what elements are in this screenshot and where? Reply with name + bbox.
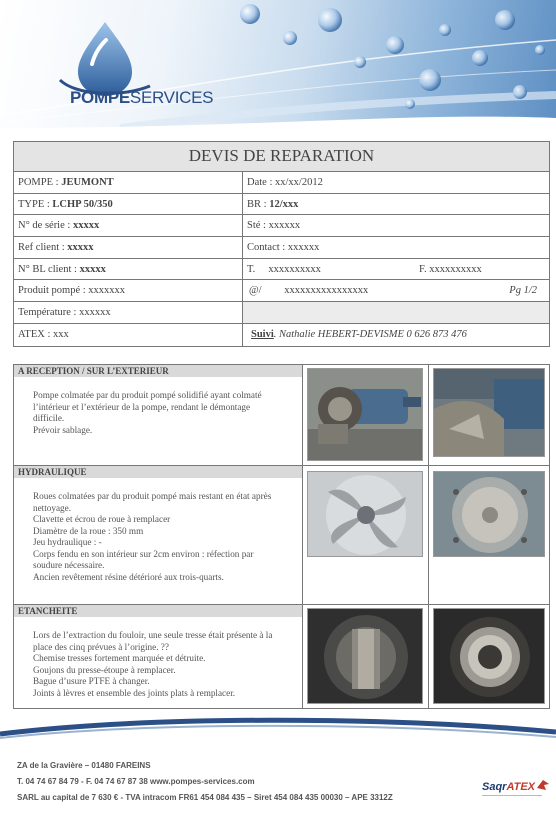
- product-cell: Produit pompé : xxxxxxx: [14, 280, 243, 301]
- email-label: @/: [249, 285, 262, 297]
- email-cell: [243, 280, 549, 301]
- empty-cell: [243, 302, 549, 323]
- pump-casing-photo: [433, 471, 545, 557]
- footer-swoosh: [0, 712, 556, 752]
- section-body: Lors de l’extraction du fouloir, une seule tresse était présente à la place des cinq prévues à l’origine. ?? Chemise tresses fortement marquée et détruite. Goujons du presse-étoupe à remplacer. Bague d’usure PTFE à changer. Joints à lèvres et ensemble des joints plats à remplacer.: [33, 630, 273, 698]
- section-etancheite: [14, 605, 549, 708]
- shaft-sleeve-photo: [307, 608, 423, 704]
- logo-drop-icon: [60, 22, 150, 96]
- info-row-bl: [14, 259, 549, 281]
- saqr-atex-logo: SaqrATEX: [478, 776, 550, 806]
- info-row-pump: [14, 172, 549, 194]
- water-splash-graphic: [0, 0, 556, 128]
- info-row-product: [14, 280, 549, 302]
- pump-exterior-photo-2: [433, 368, 545, 457]
- footer-address: ZA de la Gravière – 01480 FAREINS: [17, 761, 151, 770]
- atex-cell: ATEX : xxx: [14, 324, 243, 346]
- followup-cell: Suivi. Nathalie HEBERT-DEVISME 0 626 873 476: [251, 328, 467, 340]
- section-heading: HYDRAULIQUE: [14, 466, 302, 478]
- gland-photo: [433, 608, 545, 704]
- fax-value: F. xxxxxxxxxx: [419, 263, 482, 275]
- company-cell: Sté : xxxxxx: [247, 220, 301, 232]
- serial-cell: N° de série : xxxxx: [14, 215, 243, 236]
- pump-cell: POMPE : JEUMONT: [14, 172, 243, 193]
- section-body: Roues colmatées par du produit pompé mais restant en état après nettoyage. Clavette et écrou de roue à remplacer Diamètre de la roue : 350 mm Jeu hydraulique : - Corps fendu en son intérieur sur 2cm environ : réfection par soudure nécessaire. Ancien revêtement résine détérioré aux trois-quarts.: [33, 491, 272, 582]
- quote-info-table: [13, 141, 550, 347]
- ref-client-cell: Ref client : xxxxx: [14, 237, 243, 258]
- header-banner: [0, 0, 556, 128]
- temperature-cell: Température : xxxxxx: [14, 302, 243, 323]
- info-row-serial: [14, 215, 549, 237]
- document-title: DEVIS DE REPARATION: [14, 142, 549, 172]
- footer-legal: SARL au capital de 7 630 € - TVA intracom FR61 454 084 435 – Siret 454 084 435 00030 – APE 3312Z: [17, 793, 393, 802]
- info-row-atex: [14, 324, 549, 346]
- company-logo-text: POMPESERVICES: [70, 88, 214, 107]
- br-cell: BR : 12/xxx: [247, 198, 299, 210]
- info-row-type: [14, 194, 549, 216]
- footer-contact: T. 04 74 67 84 79 - F. 04 74 67 87 38 www.pompes-services.com: [17, 777, 255, 786]
- section-heading: A RECEPTION / SUR L’EXTERIEUR: [14, 365, 302, 377]
- impeller-photo: [307, 471, 423, 557]
- info-row-temperature: [14, 302, 549, 324]
- pump-exterior-photo-1: [307, 368, 423, 461]
- phone-value: T. xxxxxxxxxx: [247, 263, 321, 275]
- contact-cell: Contact : xxxxxx: [247, 242, 320, 254]
- date-cell: Date : xx/xx/2012: [247, 177, 323, 188]
- info-row-ref: [14, 237, 549, 259]
- section-hydraulique: [14, 466, 549, 605]
- section-reception: [14, 365, 549, 466]
- section-body: Pompe colmatée par du produit pompé solidifié ayant colmaté l’intérieur et l’extérieur de la pompe, rendant le démontage difficile. Prévoir sablage.: [33, 390, 262, 435]
- saqr-bird-icon: [536, 778, 550, 792]
- section-heading: ETANCHEITE: [14, 605, 302, 617]
- email-value: xxxxxxxxxxxxxxxx: [284, 285, 369, 297]
- phone-fax-cell: [243, 259, 549, 280]
- type-cell: TYPE : LCHP 50/350: [14, 194, 243, 215]
- inspection-sections: [13, 364, 550, 709]
- bl-client-cell: N° BL client : xxxxx: [14, 259, 243, 280]
- page-number: Pg 1/2: [509, 285, 537, 297]
